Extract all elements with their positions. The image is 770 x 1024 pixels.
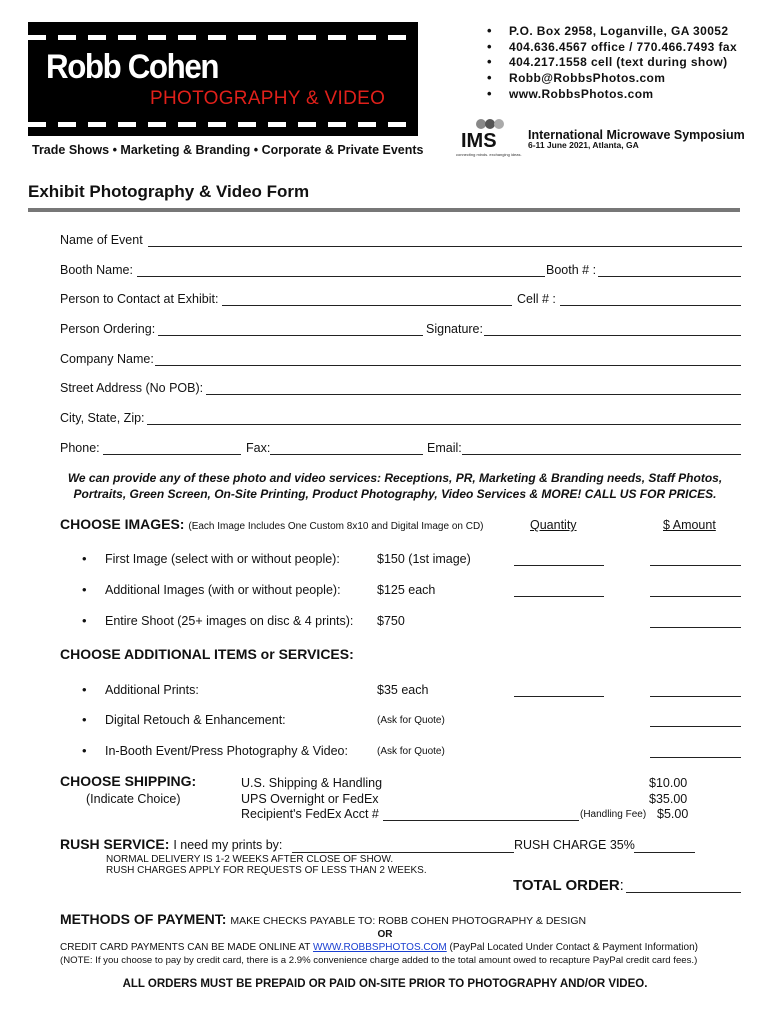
in-booth-price: (Ask for Quote) <box>377 746 445 757</box>
street-field[interactable] <box>206 394 741 395</box>
title-divider <box>28 208 740 212</box>
shipping-price-ups: $35.00 <box>649 792 688 806</box>
payment-heading <box>60 911 586 927</box>
credit-card-text: CREDIT CARD PAYMENTS CAN BE MADE ONLINE AT <box>60 942 311 953</box>
rush-heading <box>60 836 282 852</box>
image-item-additional: • Additional Images (with or without people): <box>105 583 341 597</box>
total-order-label: TOTAL ORDER <box>513 877 620 894</box>
contact-email[interactable]: • Robb@RobbsPhotos.com <box>487 71 737 87</box>
additional-prints: • Additional Prints: <box>105 683 199 697</box>
amount-header: $ Amount <box>663 518 716 532</box>
rush-text: I need my prints by: <box>173 838 283 852</box>
additional-quantity-field[interactable] <box>514 596 604 597</box>
ims-mark-text: IMS <box>461 130 497 152</box>
event-field[interactable] <box>148 246 742 247</box>
digital-retouch: • Digital Retouch & Enhancement: <box>105 713 286 727</box>
logo-name: Robb Cohen <box>46 48 219 86</box>
website-link[interactable]: WWW.ROBBSPHOTOS.COM <box>313 942 447 953</box>
credit-card-line <box>60 942 698 953</box>
image-item-additional-price: $125 each <box>377 583 436 597</box>
rush-note-1: NORMAL DELIVERY IS 1-2 WEEKS AFTER CLOSE OF SHOW. <box>106 854 394 865</box>
ims-slogan: connecting minds. exchanging ideas. <box>456 152 522 157</box>
retouch-price: (Ask for Quote) <box>377 715 445 726</box>
total-order-colon: : <box>619 877 624 894</box>
booth-number-label: Booth # : <box>546 263 597 277</box>
payment-heading-text: METHODS OF PAYMENT: <box>60 911 227 927</box>
cell-label: Cell # : <box>517 292 556 306</box>
credit-card-fee-note: (NOTE: If you choose to pay by credit card, there is a 2.9% convenience charge added to the total amount owed to recapture PayPal credit card fees.) <box>60 955 698 966</box>
rush-charge-field[interactable] <box>634 852 695 853</box>
quantity-header: Quantity <box>530 518 577 532</box>
email-field[interactable] <box>462 454 741 455</box>
image-item-first-price: $150 (1st image) <box>377 552 471 566</box>
phone-label: Phone: <box>60 441 100 455</box>
ims-title: International Microwave Symposium <box>528 128 745 142</box>
shipping-option-us[interactable]: U.S. Shipping & Handling <box>241 776 383 790</box>
city-label: City, State, Zip: <box>60 411 145 425</box>
signature-field[interactable] <box>484 335 741 336</box>
fax-field[interactable] <box>270 454 423 455</box>
street-label: Street Address (No POB): <box>60 381 204 395</box>
contact-list <box>487 24 737 102</box>
event-label: Name of Event <box>60 233 143 247</box>
shipping-heading: CHOOSE SHIPPING: <box>60 773 197 789</box>
total-order <box>513 877 624 894</box>
city-field[interactable] <box>147 424 741 425</box>
first-quantity-field[interactable] <box>514 565 604 566</box>
paypal-note: (PayPal Located Under Contact & Payment Information) <box>449 942 698 953</box>
images-note: (Each Image Includes One Custom 8x10 and Digital Image on CD) <box>188 521 484 532</box>
additional-amount-field[interactable] <box>650 596 741 597</box>
images-heading-text: CHOOSE IMAGES: <box>60 516 185 532</box>
email-label: Email: <box>427 441 462 455</box>
tagline: Trade Shows • Marketing & Branding • Corporate & Private Events <box>32 143 424 157</box>
promo-line-2: Portraits, Green Screen, On-Site Printing, Product Photography, Video Services & MORE! CALL US FOR PRICES. <box>73 487 717 501</box>
image-item-entire-price: $750 <box>377 614 405 628</box>
rush-date-field[interactable] <box>292 852 514 853</box>
total-order-field[interactable] <box>626 892 741 893</box>
form-title: Exhibit Photography & Video Form <box>28 182 310 201</box>
cell-field[interactable] <box>560 305 741 306</box>
contact-cell: • 404.217.1558 cell (text during show) <box>487 55 737 71</box>
company-field[interactable] <box>155 365 741 366</box>
ims-date: 6-11 June 2021, Atlanta, GA <box>528 140 639 150</box>
fax-label: Fax: <box>246 441 271 455</box>
payment-or: OR <box>377 929 393 940</box>
contact-person-field[interactable] <box>222 305 512 306</box>
shipping-option-ups[interactable]: UPS Overnight or FedEx <box>241 792 379 806</box>
prints-amount-field[interactable] <box>650 696 741 697</box>
logo-subtitle: PHOTOGRAPHY & VIDEO <box>150 88 386 109</box>
signature-label: Signature: <box>426 322 483 336</box>
rush-note-2: RUSH CHARGES APPLY FOR REQUESTS OF LESS THAN 2 WEEKS. <box>106 865 427 876</box>
shipping-option-fedex-acct[interactable]: Recipient's FedEx Acct # <box>241 807 379 821</box>
promo-line-1: We can provide any of these photo and video services: Receptions, PR, Marketing & Branding needs, Staff Photos, <box>67 471 723 485</box>
in-booth-event: • In-Booth Event/Press Photography & Video: <box>105 744 348 758</box>
fedex-acct-field[interactable] <box>383 820 579 821</box>
rush-charge-label: RUSH CHARGE 35% <box>514 838 635 852</box>
ordering-field[interactable] <box>158 335 423 336</box>
phone-field[interactable] <box>103 454 241 455</box>
prepaid-notice: ALL ORDERS MUST BE PREPAID OR PAID ON-SITE PRIOR TO PHOTOGRAPHY AND/OR VIDEO. <box>122 978 648 990</box>
prints-quantity-field[interactable] <box>514 696 604 697</box>
ordering-label: Person Ordering: <box>60 322 156 336</box>
booth-number-field[interactable] <box>598 276 741 277</box>
handling-fee-price: $5.00 <box>657 807 689 821</box>
booth-name-label: Booth Name: <box>60 263 133 277</box>
booth-name-field[interactable] <box>137 276 545 277</box>
additional-heading: CHOOSE ADDITIONAL ITEMS or SERVICES: <box>60 646 354 662</box>
images-heading <box>60 516 484 532</box>
handling-fee-label: (Handling Fee) <box>580 809 647 820</box>
payment-checks: MAKE CHECKS PAYABLE TO: ROBB COHEN PHOTOGRAPHY & DESIGN <box>230 915 587 927</box>
rush-heading-text: RUSH SERVICE: <box>60 836 170 852</box>
contact-website[interactable]: • www.RobbsPhotos.com <box>487 87 737 103</box>
contact-person-label: Person to Contact at Exhibit: <box>60 292 219 306</box>
contact-address: • P.O. Box 2958, Loganville, GA 30052 <box>487 24 737 40</box>
shipping-note: (Indicate Choice) <box>86 792 181 806</box>
image-item-entire: • Entire Shoot (25+ images on disc & 4 prints): <box>105 614 353 628</box>
image-item-first: • First Image (select with or without people): <box>105 552 340 566</box>
entire-amount-field[interactable] <box>650 627 741 628</box>
retouch-amount-field[interactable] <box>650 726 741 727</box>
logo-dash-top <box>28 35 418 40</box>
in-booth-amount-field[interactable] <box>650 757 741 758</box>
logo-dash-bottom <box>28 122 418 127</box>
first-amount-field[interactable] <box>650 565 741 566</box>
shipping-price-us: $10.00 <box>649 776 688 790</box>
company-logo <box>28 22 418 136</box>
contact-phone: • 404.636.4567 office / 770.466.7493 fax <box>487 40 737 56</box>
company-label: Company Name: <box>60 352 154 366</box>
additional-prints-price: $35 each <box>377 683 429 697</box>
services-promo <box>45 470 745 502</box>
